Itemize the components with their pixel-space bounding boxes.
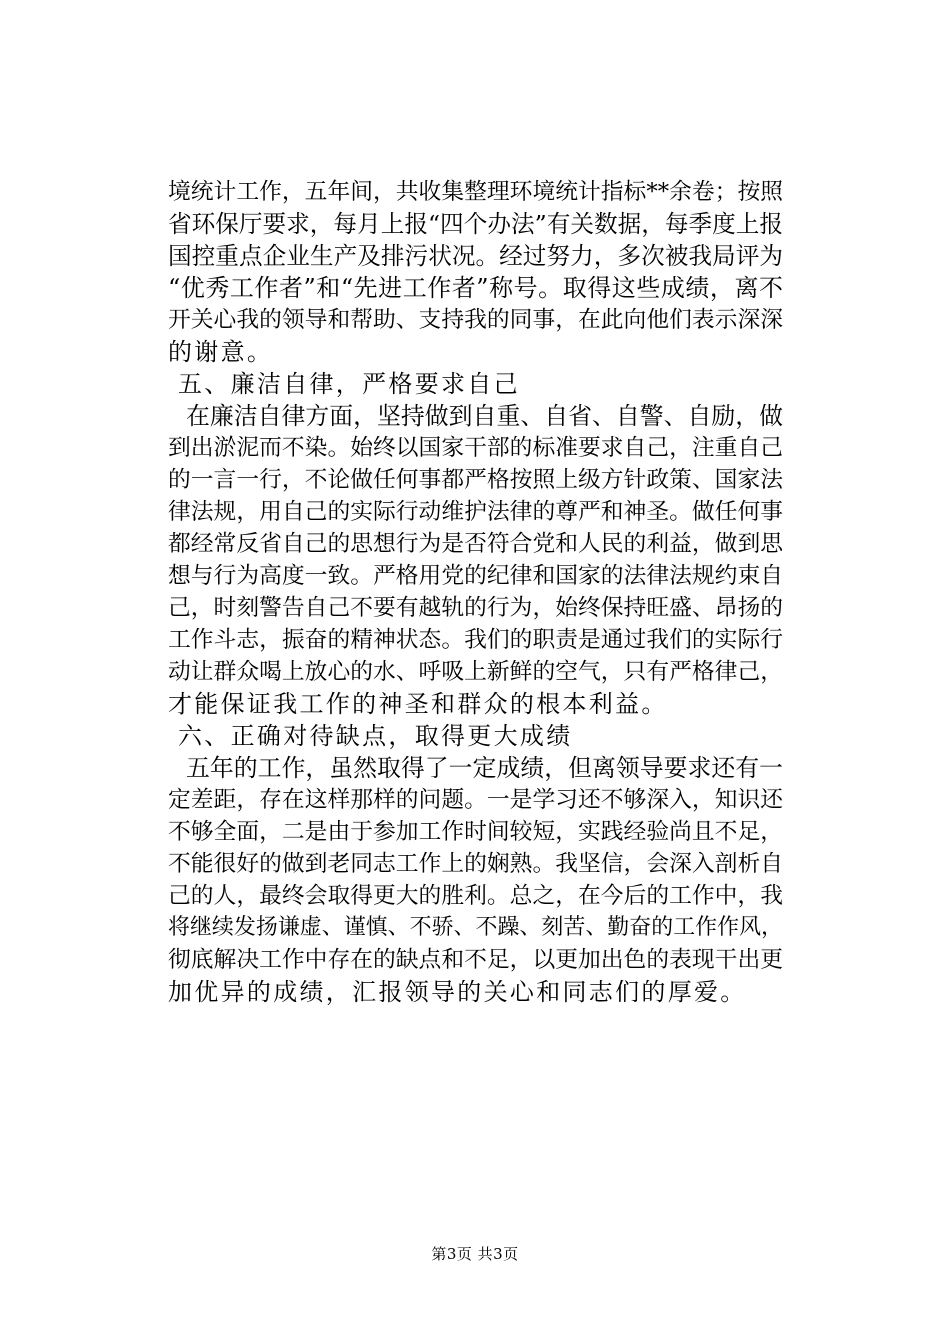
text-line: “优秀工作者”和“先进工作者”称号。取得这些成绩，离不 xyxy=(168,274,783,302)
section-heading: 五、廉洁自律，严格要求自己 xyxy=(178,370,520,398)
text-line: 不能很好的做到老同志工作上的娴熟。我坚信，会深入剖析自 xyxy=(168,851,783,877)
document-body xyxy=(168,176,783,1008)
text-line: 动让群众喝上放心的水、呼吸上新鲜的空气，只有严格律己， xyxy=(168,659,783,685)
text-line: 加优异的成绩，汇报领导的关心和同志们的厚爱。 xyxy=(168,978,747,1006)
text-line: 己的人，最终会取得更大的胜利。总之，在今后的工作中，我 xyxy=(168,883,783,909)
page-footer: 第3页 共3页 xyxy=(431,1245,519,1263)
text-line: 在廉洁自律方面，坚持做到自重、自省、自警、自励，做 xyxy=(186,402,783,430)
text-line: 想与行为高度一致。严格用党的纪律和国家的法律法规约束自 xyxy=(168,563,783,589)
text-line: 定差距，存在这样那样的问题。一是学习还不够深入，知识还 xyxy=(168,787,783,813)
text-line: 五年的工作，虽然取得了一定成绩，但离领导要求还有一 xyxy=(186,754,783,782)
text-line: 才能保证我工作的神圣和群众的根本利益。 xyxy=(168,690,668,718)
text-line: 开关心我的领导和帮助、支持我的同事，在此向他们表示深深 xyxy=(168,307,783,333)
text-line: 国控重点企业生产及排污状况。经过努力，多次被我局评为 xyxy=(168,242,783,270)
text-line: 己，时刻警告自己不要有越轨的行为，始终保持旺盛、昂扬的 xyxy=(168,595,783,621)
text-line: 不够全面，二是由于参加工作时间较短，实践经验尚且不足， xyxy=(168,819,783,845)
text-line: 境统计工作，五年间，共收集整理环境统计指标**余卷；按照 xyxy=(168,179,783,205)
text-line: 彻底解决工作中存在的缺点和不足，以更加出色的表现干出更 xyxy=(168,947,783,973)
section-heading: 六、正确对待缺点，取得更大成绩 xyxy=(178,722,573,750)
text-line: 的一言一行，不论做任何事都严格按照上级方针政策、国家法 xyxy=(168,467,783,493)
text-line: 律法规，用自己的实际行动维护法律的尊严和神圣。做任何事 xyxy=(168,499,783,525)
text-line: 都经常反省自己的思想行为是否符合党和人民的利益，做到思 xyxy=(168,531,783,557)
text-line: 省环保厅要求，每月上报“四个办法”有关数据，每季度上报 xyxy=(168,210,783,238)
text-line: 将继续发扬谦虚、谨慎、不骄、不躁、刻苦、勤奋的工作作风， xyxy=(168,915,783,940)
text-line: 工作斗志，振奋的精神状态。我们的职责是通过我们的实际行 xyxy=(168,627,783,653)
text-line: 的谢意。 xyxy=(168,338,274,366)
text-line: 到出淤泥而不染。始终以国家干部的标准要求自己，注重自己 xyxy=(168,435,783,461)
